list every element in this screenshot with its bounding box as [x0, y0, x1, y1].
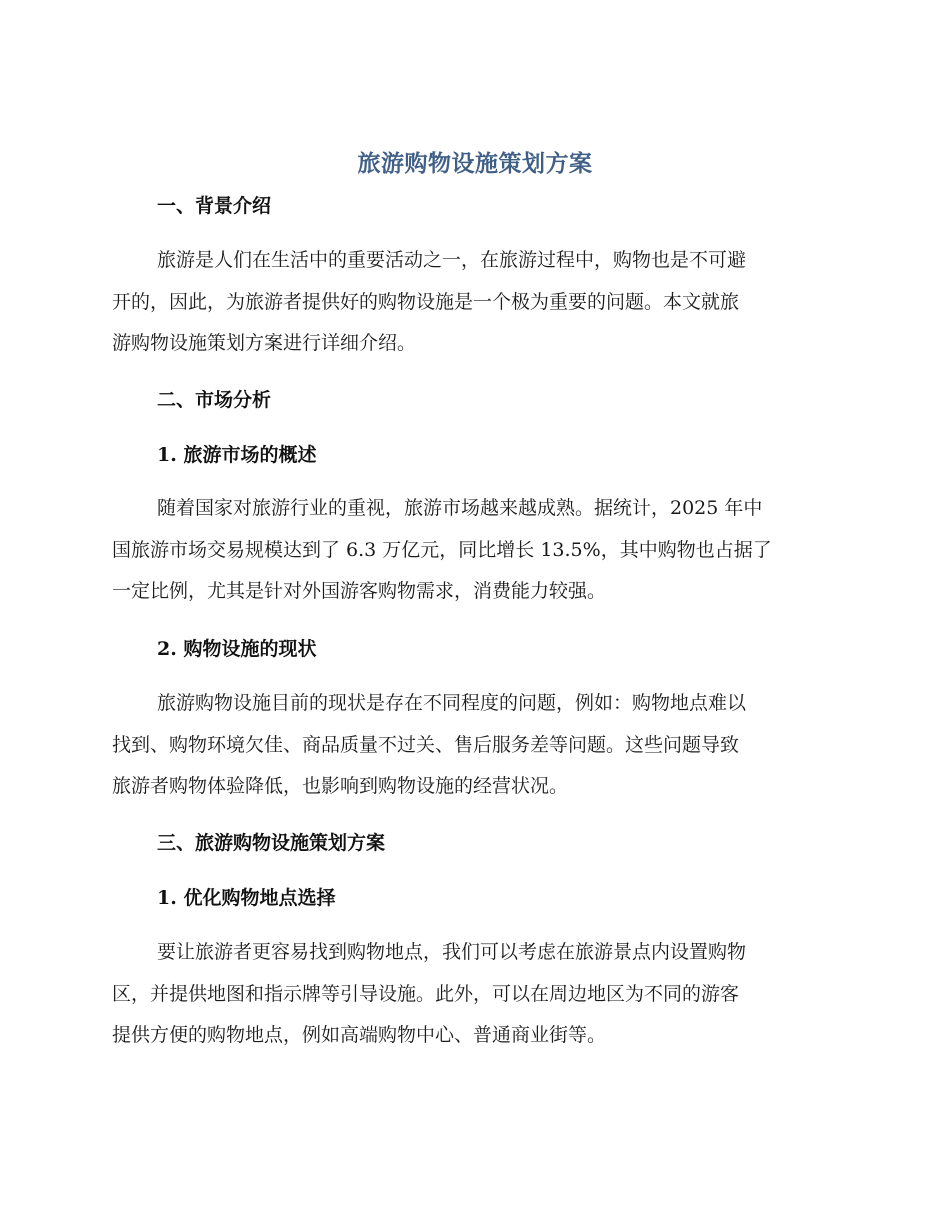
paragraph-line: 游购物设施策划方案进行详细介绍。 — [112, 332, 417, 354]
paragraph-line: 国旅游市场交易规模达到了 6.3 万亿元，同比增长 13.5%，其中购物也占据了 — [112, 538, 772, 561]
paragraph-background — [112, 240, 830, 365]
paragraph-line: 要让旅游者更容易找到购物地点，我们可以考虑在旅游景点内设置购物 — [157, 941, 747, 963]
paragraph-line: 开的，因此，为旅游者提供好的购物设施是一个极为重要的问题。本文就旅 — [112, 290, 740, 313]
section-heading-background: 一、背景介绍 — [157, 195, 272, 217]
section-heading-market-analysis: 二、市场分析 — [157, 389, 272, 411]
paragraph-line: 旅游是人们在生活中的重要活动之一，在旅游过程中，购物也是不可避 — [157, 249, 747, 271]
paragraph-line: 一定比例，尤其是针对外国游客购物需求，消费能力较强。 — [112, 580, 607, 602]
paragraph-line: 随着国家对旅游行业的重视，旅游市场越来越成熟。据统计，2025 年中 — [157, 497, 763, 519]
subsection-heading-market-overview: 1. 旅游市场的概述 — [157, 444, 317, 466]
paragraph-line: 旅游购物设施目前的现状是存在不同程度的问题，例如：购物地点难以 — [157, 692, 747, 714]
paragraph-line: 区，并提供地图和指示牌等引导设施。此外，可以在周边地区为不同的游客 — [112, 982, 740, 1005]
paragraph-location-optimization — [112, 932, 830, 1057]
document-title: 旅游购物设施策划方案 — [357, 150, 593, 177]
subsection-heading-location-optimization: 1. 优化购物地点选择 — [157, 887, 336, 909]
paragraph-current-status — [112, 683, 830, 808]
paragraph-market-overview — [112, 488, 830, 613]
paragraph-line: 提供方便的购物地点，例如高端购物中心、普通商业街等。 — [112, 1024, 607, 1046]
subsection-heading-current-status: 2. 购物设施的现状 — [157, 638, 317, 660]
section-heading-plan: 三、旅游购物设施策划方案 — [157, 832, 386, 854]
paragraph-line: 找到、购物环境欠佳、商品质量不过关、售后服务差等问题。这些问题导致 — [112, 733, 740, 756]
paragraph-line: 旅游者购物体验降低，也影响到购物设施的经营状况。 — [112, 775, 569, 797]
